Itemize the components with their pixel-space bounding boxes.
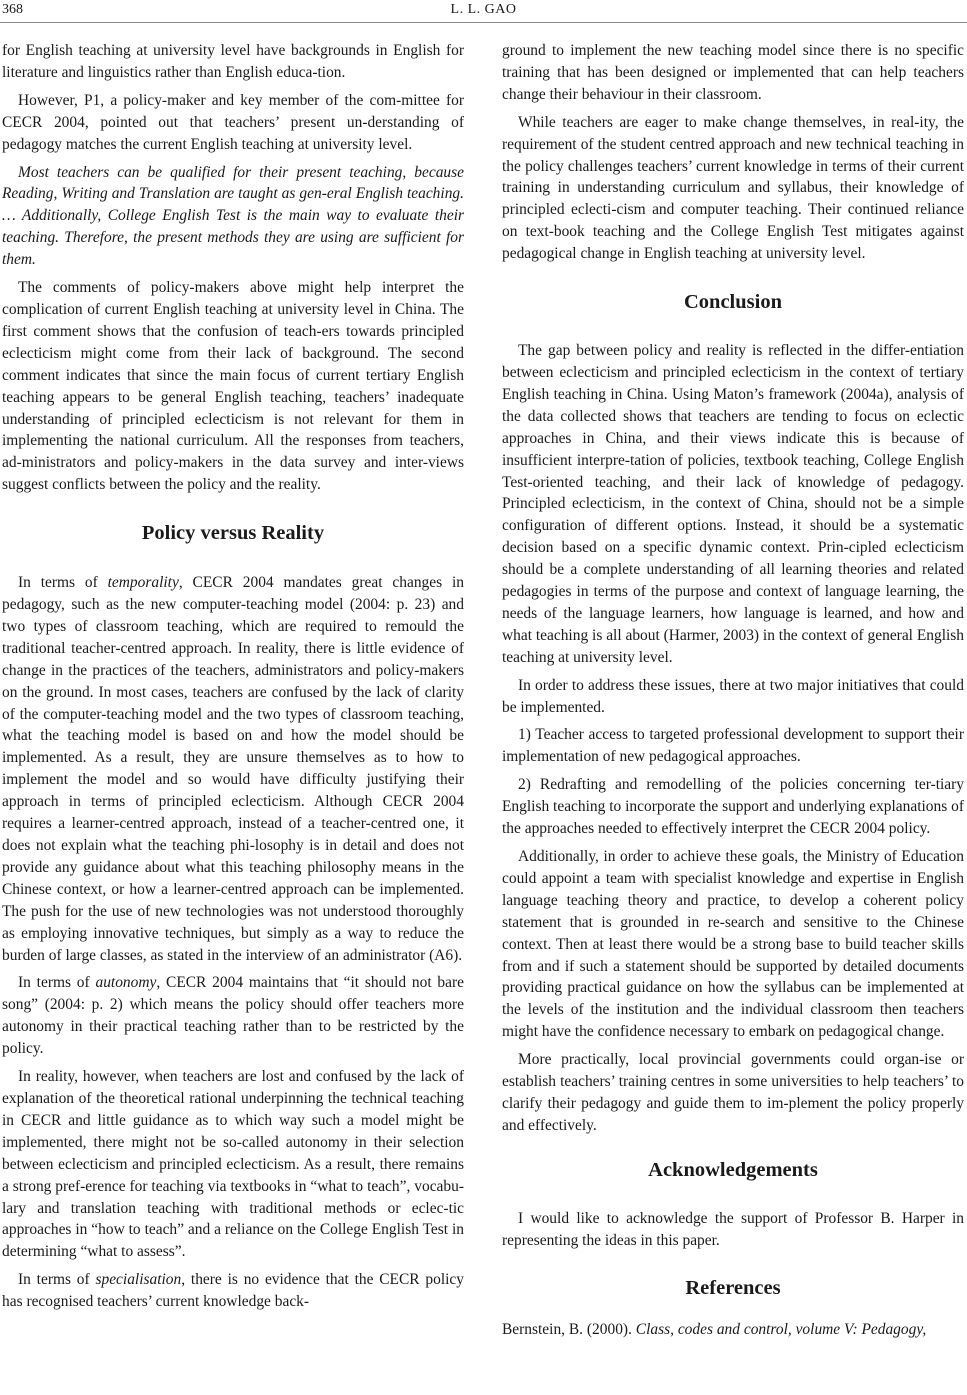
header-rule [0,22,967,23]
paragraph: While teachers are eager to make change themselves, in real-ity, the requirement of the student centred approach and new technical teaching in the policy challenges teachers’ current knowledge in terms of their current training in understanding curriculum and syllabus, their knowledge of principled eclecti-cism and computer teaching. Their continued reliance on text-book teaching and the College English Test mitigates against pedagogical change in English teaching at university level. [502,113,964,263]
section-heading-conclusion: Conclusion [684,291,782,314]
running-head-author: L. L. GAO [450,2,517,17]
reference-entry: Bernstein, B. (2000). Class, codes and control, volume V: Pedagogy, [502,1320,927,1338]
list-item: 2) Redrafting and remodelling of the policies concerning ter-tiary English teaching to incorporate the support and underlying explanations of the approaches needed to effectively interpret the CECR 2004 policy. [502,776,964,838]
paragraph: Additionally, in order to achieve these goals, the Ministry of Education could appoint a team with specialist knowledge and expertise in English language teaching theory and practice, to develop a coherent policy statement that is grounded in re-search and sensitive to the Chinese context. Then at least there would be a strong base to build teacher skills from and if such a statement should be supported by detailed documents providing practical guidance on how the syllabus can be implemented at the levels of the institution and the individual classroom then teachers might have the confidence necessary to embark on pedagogical change. [502,848,964,1041]
right-column [502,40,964,1341]
paragraph-autonomy: In terms of autonomy, CECR 2004 maintains that “it should not bare song” (2004: p. 2) which means the policy should offer teachers more autonomy in their practical teaching rather than to be restricted by the policy. [2,974,464,1058]
paragraph-temporality: In terms of temporality, CECR 2004 mandates great changes in pedagogy, such as the new computer-teaching model (2004: p. 23) and two types of classroom teaching, which are required to remould the traditional teacher-centred approach. In reality, there is little evidence of change in the practices of the teachers, administrators and policy-makers on the ground. In most cases, teachers are confused by the lack of clarity of the computer-teaching model and the two types of classroom teaching, what the teaching model is based on and how the model should be implemented. As a result, they are unsure themselves as to how to implement the model and so would have difficulty justifying their approach in terms of principled eclecticism. Although CECR 2004 requires a learner-centred approach, instead of a teacher-centred one, it does not explain what the teaching phi-losophy is in detail and does not provide any guidance about what this teaching philosophy means in the Chinese context, or how a learner-centred approach can be implemented. The push for the use of new technologies was not understood thoroughly as employing innovative techniques, but simply as a way to reduce the burden of large classes, as stated in the interview of an administrator (A6). [2,574,464,964]
paragraph: for English teaching at university level have backgrounds in English for literature and linguistics rather than English educa-tion. [2,42,464,81]
section-heading-acknowledgements: Acknowledgements [648,1158,818,1181]
paragraph: ground to implement the new teaching model since there is no specific training that has been designed or implemented that can help teachers change their behaviour in their classroom. [502,42,964,103]
page-number: 368 [2,2,23,17]
paragraph: The comments of policy-makers above might help interpret the complication of current English teaching at university level in China. The first comment shows that the confusion of teach-ers towards principled eclecticism might come from their lack of background. The second comment indicates that since the main focus of current tertiary English teaching appears to be general English teaching, teachers’ inadequate understanding of principled eclecticism is not relevant for them in implementing the national curriculum. All the responses from teachers, ad-ministrators and policy-makers in the data survey and inter-views suggest conflicts between the policy and the reality. [2,279,464,494]
section-heading-references: References [685,1276,781,1299]
paragraph: The gap between policy and reality is reflected in the differ-entiation between eclecticism and principled eclecticism in the context of tertiary English teaching in China. Using Maton’s framework (2004a), analysis of the data collected shows that teachers are tending to focus on eclectic approaches in China, and their views indicate this is because of insufficient interpre-tation of policies, textbook teaching, College English Test-oriented teaching, and their lack of knowledge of pedagogy. Principled eclecticism, in the context of China, should not be a simple configuration of different options. Instead, it should be a systematic decision based on a specific dynamic context. Prin-cipled eclecticism should be a complete understanding of all learning theories and related pedagogies in terms of the purpose and context of language learning, the needs of the language learners, how language is learned, and how and what teaching is all about (Harmer, 2003) in the context of general English teaching at university level. [502,342,964,666]
paragraph: In order to address these issues, there at two major initiatives that could be implemented. [502,676,964,716]
left-column [2,40,464,1313]
list-item: 1) Teacher access to targeted professional development to support their implementation of new pedagogical approaches. [502,726,964,766]
paragraph: More practically, local provincial governments could organ-ise or establish teachers’ training centres in some universities to help teachers’ to clarify their pedagogy and guide them to im-plement the policy properly and effectively. [502,1051,964,1134]
paragraph: However, P1, a policy-maker and key member of the com-mittee for CECR 2004, pointed out that teachers’ present un-derstanding of pedagogy matches the current English teaching at university level. [2,91,464,153]
paragraph: In reality, however, when teachers are lost and confused by the lack of explanation of the theoretical rational underpinning the technical teaching in CECR and little guidance as to which way such a model might be implemented, there might not be so-called autonomy in their selection between eclecticism and principled eclecticism. As a result, there remains a strong pref-erence for teaching via textbooks in “what to teach”, vocabu-lary and translation teaching with traditional methods or eclec-tic approaches in “how to teach” and a reliance on the College English Test in determining “what to assess”. [2,1068,464,1261]
running-head [0,2,967,22]
paragraph: I would like to acknowledge the support of Professor B. Harper in representing the ideas in this paper. [502,1209,964,1249]
block-quote: Most teachers can be qualified for their present teaching, because Reading, Writing and Translation are taught as gen-eral English teaching. … Additionally, College English Test is the main way to evaluate their teaching. Therefore, the present methods they are using are sufficient for them. [2,163,464,269]
section-heading-policy-versus-reality: Policy versus Reality [141,522,325,545]
paragraph-specialisation: In terms of specialisation, there is no evidence that the CECR policy has recognised teachers’ current knowledge back- [2,1271,464,1311]
